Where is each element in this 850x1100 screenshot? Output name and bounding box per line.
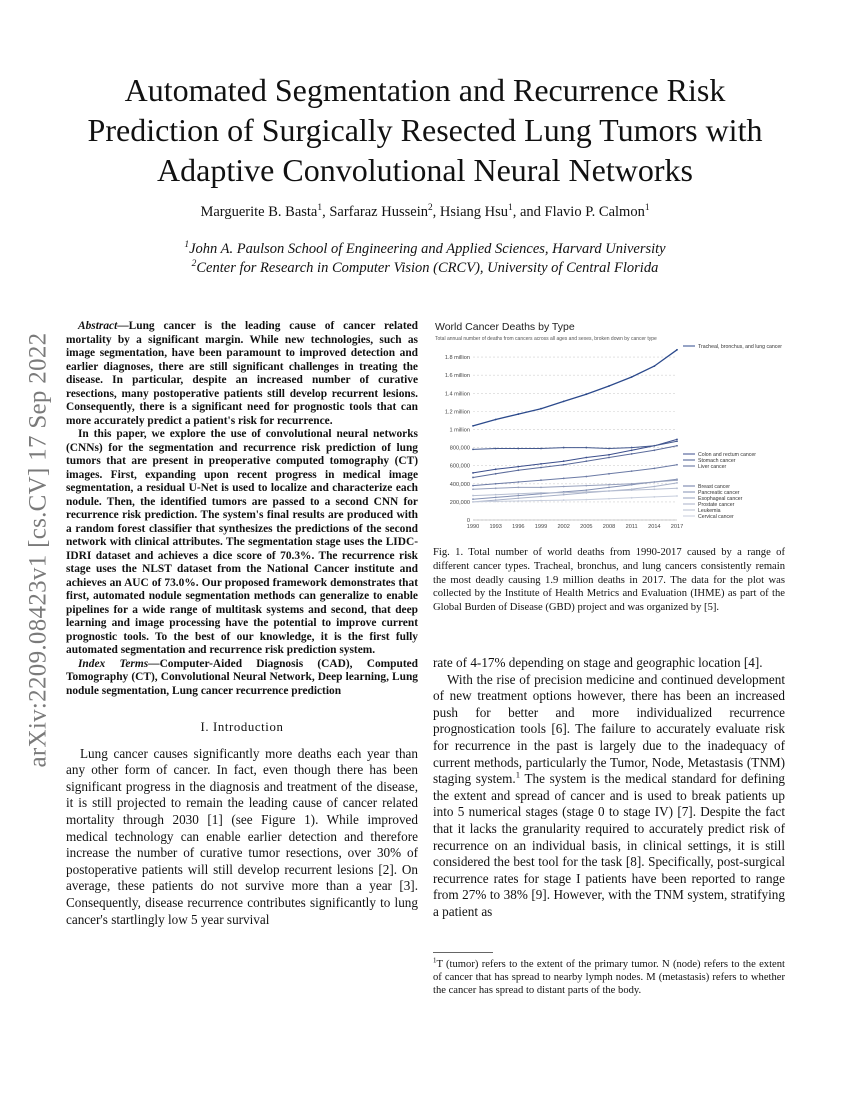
- data-point: [631, 449, 633, 451]
- series-line: [473, 488, 677, 495]
- y-tick-label: 800,000: [449, 445, 470, 452]
- affiliation-line: [70, 259, 780, 278]
- right-paragraph-part-2: The system is the medical standard for defining the extent and spread of cancer and is used to break patients up into 5 numerical stages (stage 0 to stage IV) [7]. Despite the fact that it lacks the granularity required to accurately predict risk of recurrence on an individual basis, in clinical settings, it is still considered the best tool for the task [8]. Specifically, post-surgical recurrence rates for stage I patients have been reported to range from 27% to 38% [9]. However, with the TNM system, stratifying a patient as: [433, 771, 786, 919]
- data-point: [676, 482, 678, 484]
- legend-label: Pancreatic cancer: [698, 490, 740, 496]
- data-point: [495, 419, 497, 421]
- affiliation-line: [70, 240, 780, 259]
- data-point: [472, 448, 474, 450]
- data-point: [517, 493, 519, 495]
- data-point: [472, 501, 474, 503]
- legend-label: Prostate cancer: [698, 502, 735, 508]
- author-separator: ,: [322, 204, 330, 220]
- data-point: [608, 498, 610, 500]
- data-point: [653, 486, 655, 488]
- data-point: [631, 453, 633, 455]
- data-point: [676, 479, 678, 481]
- data-point: [540, 492, 542, 494]
- figure-1: [433, 320, 785, 542]
- y-tick-label: 1 million: [449, 427, 470, 434]
- legend-label: Esophageal cancer: [698, 496, 743, 502]
- affiliation-text: Center for Research in Computer Vision (CRCV), University of Central Florida: [196, 260, 659, 276]
- y-tick-label: 1.6 million: [444, 373, 470, 380]
- data-point: [653, 365, 655, 367]
- data-point: [608, 473, 610, 475]
- x-tick-label: 2014: [648, 524, 661, 530]
- data-point: [653, 481, 655, 483]
- data-point: [563, 447, 565, 449]
- data-point: [608, 490, 610, 492]
- data-point: [472, 425, 474, 427]
- data-point: [653, 496, 655, 498]
- data-point: [676, 349, 678, 351]
- data-point: [631, 470, 633, 472]
- y-tick-label: 0: [466, 518, 470, 524]
- legend-label: Liver cancer: [698, 464, 727, 470]
- author-affiliation-mark: 2: [427, 203, 433, 214]
- data-point: [495, 448, 497, 450]
- data-point: [517, 500, 519, 502]
- author-affiliation-mark: 1: [317, 203, 323, 214]
- data-point: [495, 501, 497, 503]
- data-point: [472, 488, 474, 490]
- data-point: [563, 494, 565, 496]
- data-point: [608, 487, 610, 489]
- series-line: [473, 439, 677, 473]
- data-point: [472, 495, 474, 497]
- data-point: [631, 497, 633, 499]
- section-title: I. Introduction: [200, 720, 284, 734]
- data-point: [540, 500, 542, 502]
- data-point: [540, 479, 542, 481]
- data-point: [517, 497, 519, 499]
- data-point: [563, 499, 565, 501]
- right-paragraph-part-1: With the rise of precision medicine and continued development of new treatment options however, there has been an increased push for better and more individualized recurrence prognostication tools [6]. The failure to accurately evaluate risk for recurrence in the past is largely due to the inadequacy of current methods, particularly the Tumor, Node, Metastasis (TNM) staging system.: [433, 671, 785, 787]
- abstract-text: —Lung cancer is the leading cause of cancer related mortality by a significant margin. While new technologies, such as image segmentation, have been paramount to improved detection and earlier diagnoses, there are still significant challenges in treating the disease. In particular, despite an increased number of curative resections, many postoperative patients still develop recurrent lesions. Consequently, there is a significant need for prognostic tools that can more accurately predict a patient's risk for recurrence.: [66, 320, 418, 427]
- author-separator: ,: [432, 204, 440, 220]
- abstract-lead: Abstract: [78, 320, 118, 332]
- y-tick-label: 1.4 million: [444, 391, 470, 398]
- data-point: [540, 448, 542, 450]
- chart-title: World Cancer Deaths by Type: [435, 321, 575, 333]
- affiliations: [70, 240, 780, 278]
- y-tick-label: 400,000: [449, 481, 470, 488]
- data-point: [608, 385, 610, 387]
- data-point: [585, 489, 587, 491]
- legend-label: Leukemia: [698, 508, 721, 514]
- data-point: [608, 484, 610, 486]
- footnote-ref: 1: [515, 769, 521, 780]
- right-continuation: rate of 4-17% depending on stage and geographic location [4].: [433, 655, 763, 670]
- index-terms: [66, 658, 418, 699]
- data-point: [608, 457, 610, 459]
- data-point: [540, 467, 542, 469]
- x-tick-label: 1996: [512, 524, 525, 530]
- legend-label: Tracheal, bronchus, and lung cancer: [698, 344, 783, 350]
- author-name: Hsiang Hsu: [439, 204, 508, 220]
- data-point: [676, 439, 678, 441]
- legend-label: Cervical cancer: [698, 514, 734, 520]
- author-separator: , and: [512, 204, 545, 220]
- footnote-rule: [433, 952, 493, 953]
- data-point: [517, 466, 519, 468]
- data-point: [676, 487, 678, 489]
- author-name: Sarfaraz Hussein: [329, 204, 428, 220]
- data-point: [517, 495, 519, 497]
- data-point: [472, 472, 474, 474]
- legend-label: Colon and rectum cancer: [698, 452, 756, 458]
- cancer-deaths-chart: [433, 320, 785, 542]
- data-point: [585, 491, 587, 493]
- y-tick-label: 1.2 million: [444, 409, 470, 416]
- data-point: [563, 401, 565, 403]
- data-point: [585, 460, 587, 462]
- data-point: [495, 483, 497, 485]
- data-point: [540, 463, 542, 465]
- affiliation-text: John A. Paulson School of Engineering and Applied Sciences, Harvard University: [189, 241, 666, 257]
- data-point: [653, 449, 655, 451]
- data-point: [472, 498, 474, 500]
- y-tick-label: 1.8 million: [444, 355, 470, 362]
- data-point: [495, 487, 497, 489]
- x-tick-label: 1993: [489, 524, 502, 530]
- data-point: [563, 460, 565, 462]
- x-tick-label: 2008: [602, 524, 616, 530]
- data-point: [608, 448, 610, 450]
- data-point: [563, 486, 565, 488]
- data-point: [631, 483, 633, 485]
- data-point: [495, 473, 497, 475]
- data-point: [517, 487, 519, 489]
- author-name: Flavio P. Calmon: [544, 204, 645, 220]
- data-point: [585, 393, 587, 395]
- data-point: [653, 445, 655, 447]
- arxiv-identifier: [18, 290, 58, 810]
- chart-subtitle: Total annual number of deaths from cancers across all ages and sexes, broken down by cancer type: [435, 336, 657, 342]
- data-point: [653, 468, 655, 470]
- y-tick-label: 600,000: [449, 463, 470, 470]
- data-point: [676, 495, 678, 497]
- x-tick-label: 1999: [534, 524, 548, 530]
- data-point: [495, 494, 497, 496]
- series-line: [473, 441, 677, 449]
- author-name: Marguerite B. Basta: [200, 204, 318, 220]
- x-tick-label: 1990: [466, 524, 480, 530]
- data-point: [495, 496, 497, 498]
- index-terms-lead: Index Terms: [78, 657, 149, 670]
- left-column: [66, 320, 418, 928]
- data-point: [517, 413, 519, 415]
- data-point: [472, 485, 474, 487]
- data-point: [517, 481, 519, 483]
- data-point: [676, 464, 678, 466]
- x-tick-label: 2005: [580, 524, 593, 530]
- data-point: [472, 477, 474, 479]
- data-point: [676, 440, 678, 442]
- data-point: [495, 468, 497, 470]
- data-point: [608, 454, 610, 456]
- data-point: [563, 464, 565, 466]
- footnote: [433, 958, 785, 997]
- legend-label: Breast cancer: [698, 484, 731, 490]
- data-point: [540, 487, 542, 489]
- author-affiliation-mark: 1: [508, 203, 513, 214]
- right-column: [433, 655, 785, 921]
- data-point: [540, 496, 542, 498]
- data-point: [585, 447, 587, 449]
- affiliation-mark: 2: [191, 259, 197, 270]
- abstract-paragraph-2: In this paper, we explore the use of convolutional neural networks (CNNs) for the segmentation and recurrence risk prediction of lung tumors that are present in preoperative computed tomography (CT) images. First, expanding upon recent progress in medical image segmentation, a residual U-Net is used to localize and characterize each nodule. Then, the identified tumors are passed to a second CNN for recurrence risk prediction. The system's final results are produced with a random forest classifier that synthesizes the predictions of the second network with clinical attributes. The segmentation stage uses the LIDC-IDRI dataset and achieves a dice score of 70.3%. The recurrence risk stage uses the NLST dataset from the National Cancer institute and achieves an AUC of 73.0%. Our proposed framework demonstrates that first, automated nodule segmentation methods can generalize to enable pipelines for a wide range of multitask systems and second, that deep learning and image processing have the potential to improve current prognostic tools. To the best of our knowledge, it is the first fully automated segmentation and recurrence risk prediction system.: [66, 428, 418, 656]
- author-list: [70, 204, 780, 221]
- index-terms-text: —Computer-Aided Diagnosis (CAD), Computed Tomography (CT), Convolutional Neural Network, Deep learning, Lung nodule segmentation, Lung cancer recurrence prediction: [66, 657, 419, 697]
- paper-title: Automated Segmentation and Recurrence Risk Prediction of Surgically Resected Lung Tumors with Adaptive Convolutional Neural Networks: [87, 72, 763, 188]
- series-line: [473, 350, 677, 426]
- data-point: [517, 448, 519, 450]
- data-point: [631, 376, 633, 378]
- abstract: [66, 320, 418, 428]
- data-point: [631, 447, 633, 449]
- series-line: [473, 446, 677, 478]
- affiliation-mark: 1: [184, 240, 190, 251]
- x-tick-label: 2011: [625, 524, 638, 530]
- intro-paragraph: Lung cancer causes significantly more deaths each year than any other form of cancer. In fact, even though there has been significant progress in the diagnosis and treatment of the disease, it is still projected to remain the leading cause of cancer related mortality through 2030 [1] (see Figure 1). While improved medical technology can enable earlier detection and therefore increase the number of curative tumor resections, over 30% of postoperative patients will still develop recurrent lesions [2]. On average, these patients do not survive more than a year [3]. Consequently, disease recurrence contributes significantly to lung cancer's startlingly low 5 year survival: [66, 745, 418, 927]
- legend-label: Stomach cancer: [698, 458, 736, 464]
- x-tick-label: 2002: [557, 524, 570, 530]
- x-tick-label: 2017: [670, 524, 684, 530]
- author-affiliation-mark: 1: [644, 203, 650, 214]
- right-paragraph: [433, 672, 785, 921]
- data-point: [585, 476, 587, 478]
- data-point: [540, 408, 542, 410]
- data-point: [676, 445, 678, 447]
- data-point: [653, 488, 655, 490]
- data-point: [517, 469, 519, 471]
- data-point: [585, 499, 587, 501]
- y-tick-label: 200,000: [449, 499, 470, 506]
- data-point: [585, 485, 587, 487]
- data-point: [631, 489, 633, 491]
- arxiv-identifier-text: arXiv:2209.08423v1 [cs.CV] 17 Sep 2022: [24, 332, 52, 768]
- figure-caption: Fig. 1. Total number of world deaths from 1990-2017 caused by a range of different cancer types. Tracheal, bronchus, and lung cancers consistently remain the most deadly causing 1.9 million deaths in 2017. The data for the plot was collected by the Institute of Health Metrics and Evaluation (IHME) as part of the Global Burden of Disease (GBD) project and was organized by [5].: [433, 547, 785, 614]
- data-point: [563, 492, 565, 494]
- footnote-text: T (tumor) refers to the extent of the primary tumor. N (node) refers to the extent of cancer that has spread to nearby lymph nodes. M (metastasis) refers to whether the cancer has spread to distant parts of the body.: [433, 959, 785, 996]
- data-point: [585, 457, 587, 459]
- data-point: [563, 477, 565, 479]
- footnote-mark: 1: [433, 957, 437, 965]
